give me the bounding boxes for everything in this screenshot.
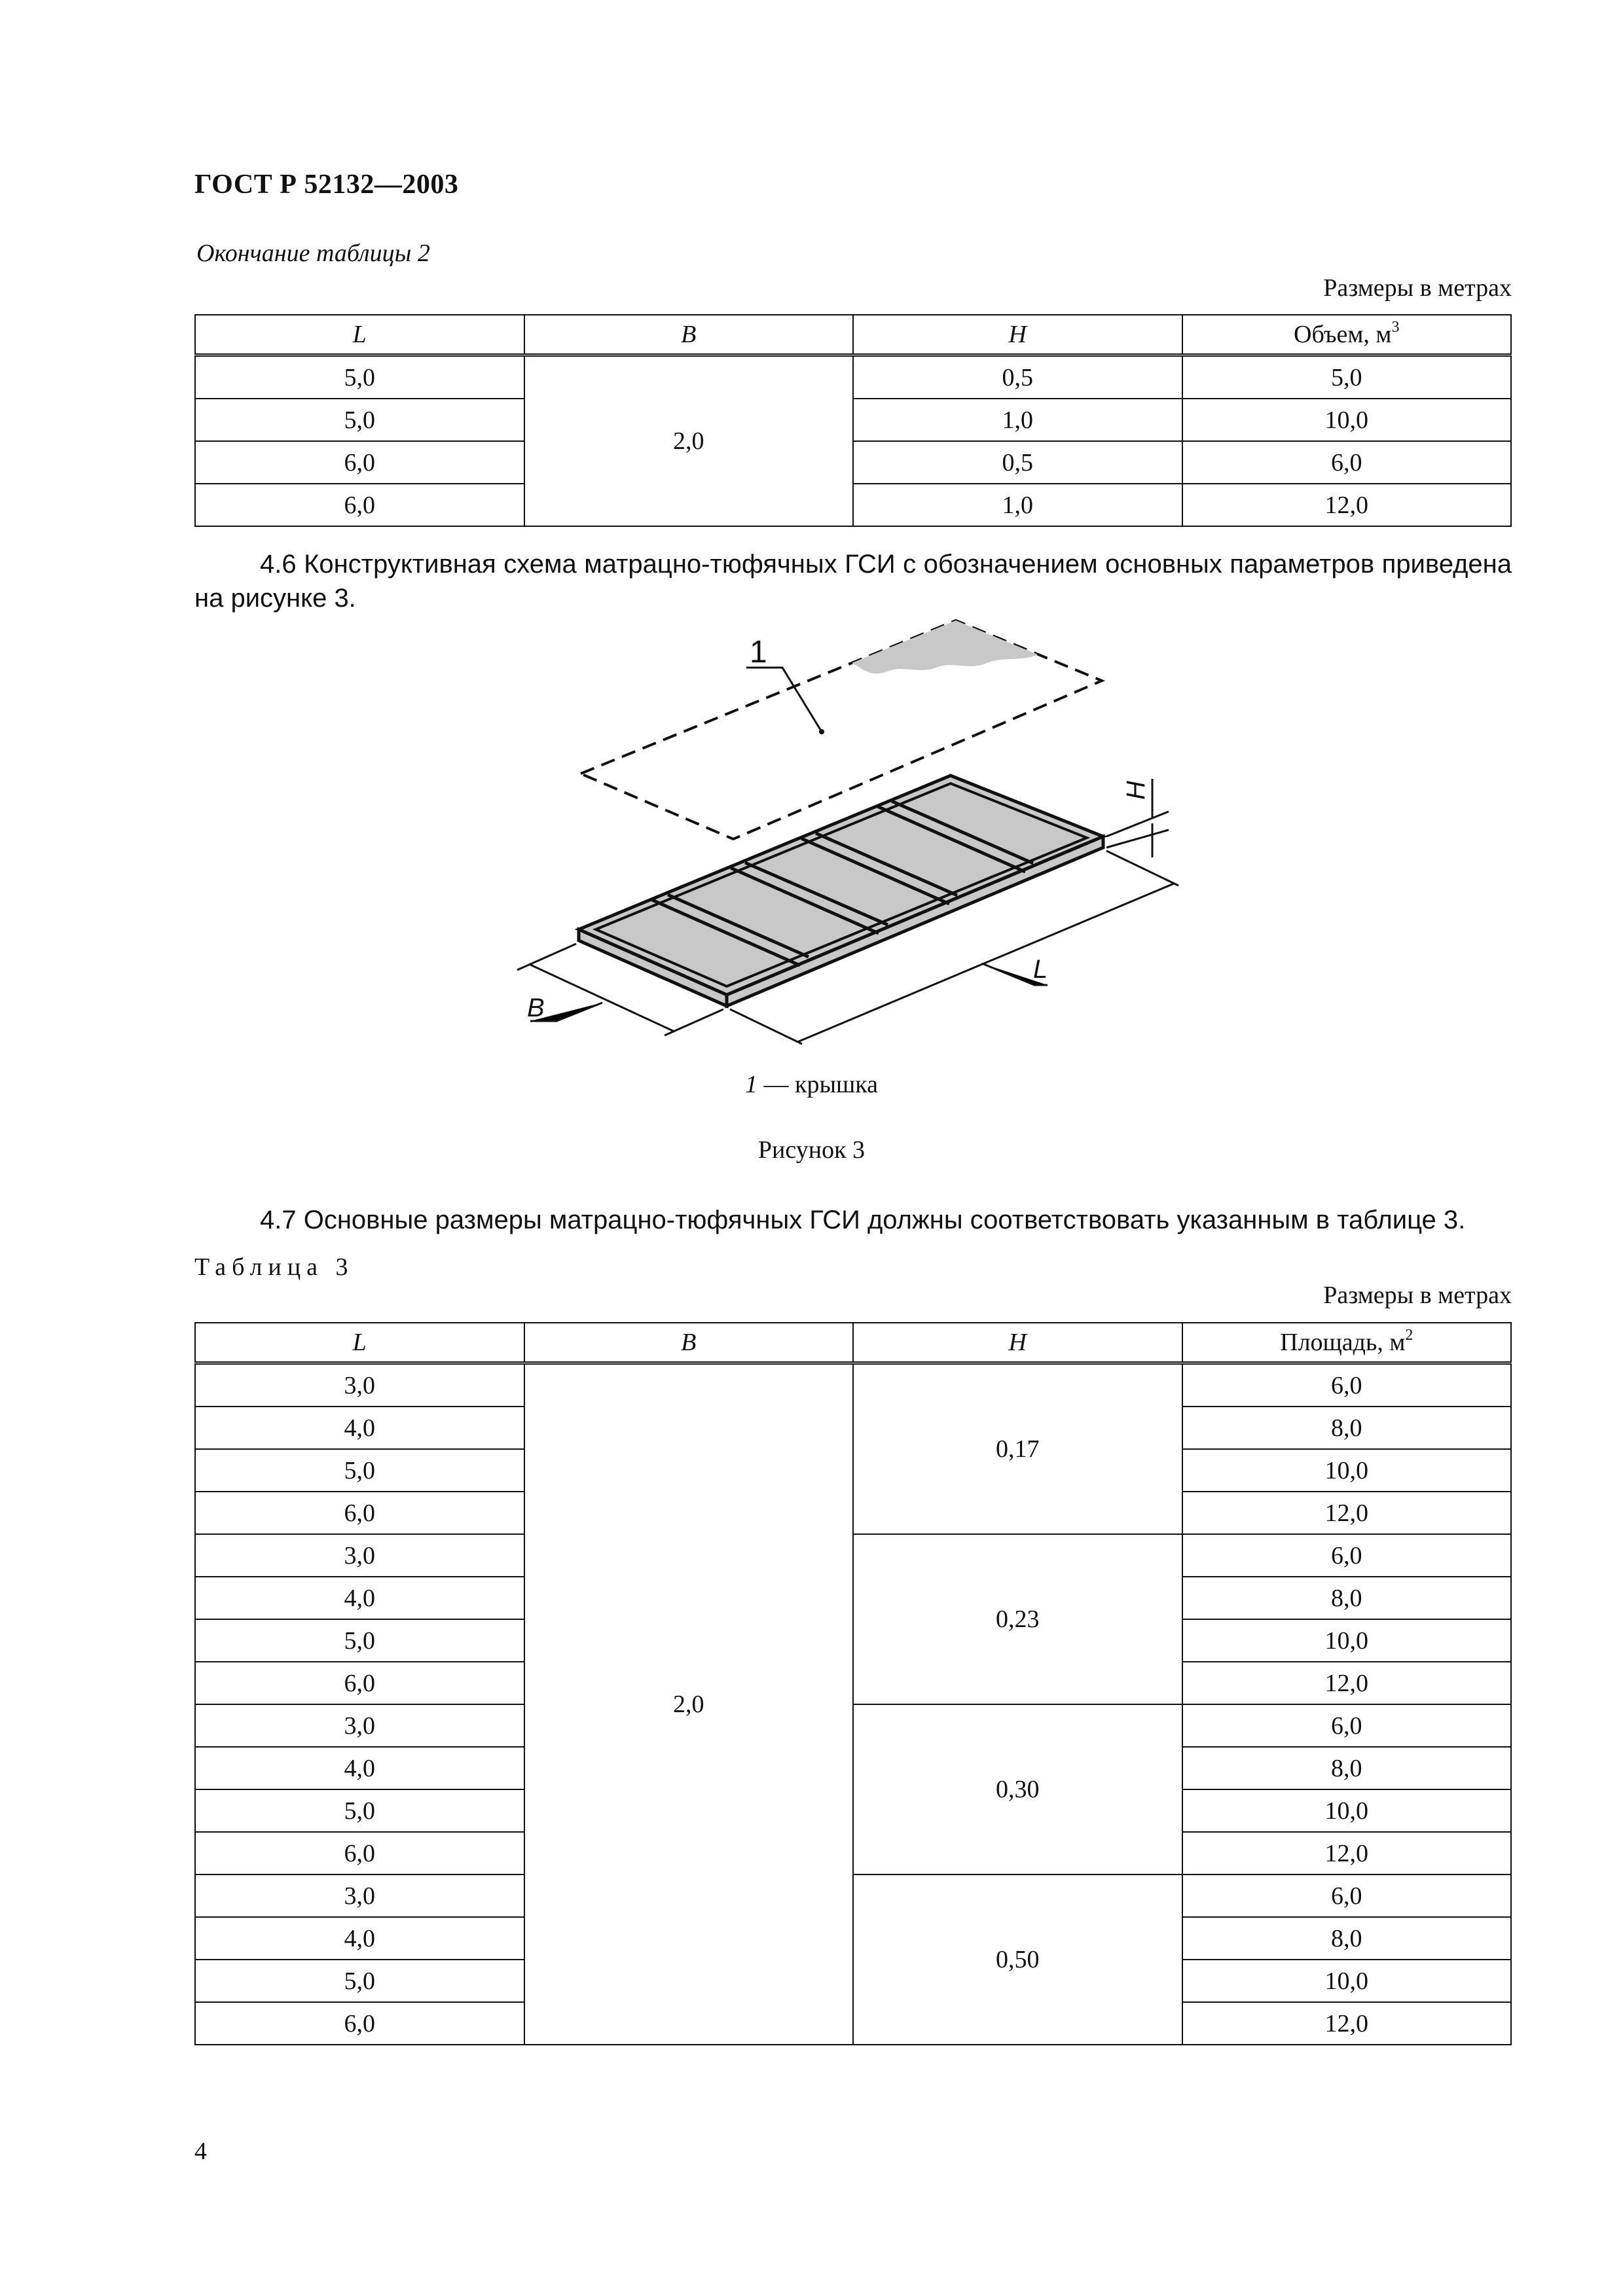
cell-area: 12,0 (1182, 1832, 1512, 1874)
document-header: ГОСТ Р 52132—2003 (194, 170, 459, 200)
cell-h: 0,5 (853, 441, 1182, 484)
page-number: 4 (194, 2138, 207, 2165)
col-header-b: B (524, 1323, 854, 1363)
legend-number: 1 (744, 1071, 757, 1098)
cell-l: 4,0 (195, 1407, 524, 1449)
col-header-h: H (853, 1323, 1182, 1363)
figure-3 (0, 0, 1623, 1113)
cell-area: 6,0 (1182, 1874, 1512, 1917)
cell-area: 12,0 (1182, 1662, 1512, 1704)
cell-area: 6,0 (1182, 1704, 1512, 1747)
cell-l: 5,0 (195, 355, 524, 399)
cell-volume: 5,0 (1182, 355, 1512, 399)
cell-l: 5,0 (195, 399, 524, 441)
table-row (195, 1704, 1511, 1747)
paragraph-4-6: 4.6 Конструктивная схема матрацно-тюфячных ГСИ с обозначением основных параметров приведена на рисунке 3. (194, 550, 1512, 613)
cell-area: 10,0 (1182, 1789, 1512, 1832)
table-row (195, 1874, 1511, 1917)
table3 (194, 1322, 1512, 2045)
cell-volume: 12,0 (1182, 484, 1512, 526)
cell-l: 6,0 (195, 2002, 524, 2045)
cell-area: 12,0 (1182, 2002, 1512, 2045)
table3-units: Размеры в метрах (1323, 1282, 1512, 1309)
col-header-h: H (853, 315, 1182, 355)
cell-l: 6,0 (195, 1662, 524, 1704)
col-header-l: L (195, 315, 524, 355)
cell-l: 5,0 (195, 1619, 524, 1662)
cell-l: 4,0 (195, 1747, 524, 1789)
cell-area: 10,0 (1182, 1619, 1512, 1662)
cell-area: 12,0 (1182, 1492, 1512, 1534)
cell-area: 8,0 (1182, 1407, 1512, 1449)
cell-b: 2,0 (524, 1363, 854, 2045)
cell-h: 1,0 (853, 399, 1182, 441)
cell-l: 3,0 (195, 1874, 524, 1917)
legend-text: — крышка (757, 1071, 878, 1098)
cell-l: 6,0 (195, 1832, 524, 1874)
table3-label: Таблица 3 (194, 1253, 354, 1281)
figure-legend (0, 1070, 1623, 1099)
cell-l: 3,0 (195, 1363, 524, 1407)
label-b: B (527, 994, 545, 1022)
cell-h: 0,17 (853, 1363, 1182, 1535)
cell-l: 4,0 (195, 1577, 524, 1619)
cell-area: 8,0 (1182, 1577, 1512, 1619)
cell-area: 6,0 (1182, 1534, 1512, 1577)
cell-l: 6,0 (195, 441, 524, 484)
col-header-volume: Объем, $м^3$ (1182, 315, 1512, 355)
cell-area: 6,0 (1182, 1363, 1512, 1407)
callout-number: 1 (750, 635, 767, 670)
mattress-top (579, 776, 1103, 995)
cell-l: 4,0 (195, 1917, 524, 1960)
cell-area: 8,0 (1182, 1747, 1512, 1789)
col-header-area: Площадь, $м^2$ (1182, 1323, 1512, 1363)
table-row (195, 1363, 1511, 1407)
cell-volume: 6,0 (1182, 441, 1512, 484)
cell-l: 5,0 (195, 1789, 524, 1832)
cell-l: 6,0 (195, 484, 524, 526)
cell-l: 5,0 (195, 1449, 524, 1492)
label-h: H (1122, 781, 1150, 800)
cell-l: 5,0 (195, 1960, 524, 2002)
cell-area: 8,0 (1182, 1917, 1512, 1960)
col-header-l: L (195, 1323, 524, 1363)
callout-leader (746, 668, 822, 732)
cell-area: 10,0 (1182, 1449, 1512, 1492)
table2-units: Размеры в метрах (1323, 274, 1512, 302)
lid-cutaway-fill (852, 620, 1038, 673)
label-l: L (1033, 955, 1048, 984)
table2-caption: Окончание таблицы 2 (196, 240, 430, 267)
cell-b: 2,0 (524, 355, 854, 527)
cell-l: 6,0 (195, 1492, 524, 1534)
figure-title: Рисунок 3 (757, 1136, 866, 1164)
cell-h: 0,50 (853, 1874, 1182, 2045)
cell-h: 1,0 (853, 484, 1182, 526)
cell-volume: 10,0 (1182, 399, 1512, 441)
cell-l: 3,0 (195, 1704, 524, 1747)
cell-area: 10,0 (1182, 1960, 1512, 2002)
col-header-b: B (524, 315, 854, 355)
callout-dot (819, 729, 824, 734)
cell-h: 0,23 (853, 1534, 1182, 1704)
table-row (195, 1534, 1511, 1577)
cell-l: 3,0 (195, 1534, 524, 1577)
cell-h: 0,5 (853, 355, 1182, 399)
cell-h: 0,30 (853, 1704, 1182, 1874)
paragraph-4-7: 4.7 Основные размеры матрацно-тюфячных ГСИ должны соответствовать указанным в таблице 3. (260, 1206, 1466, 1234)
table-header-row (195, 1323, 1511, 1363)
